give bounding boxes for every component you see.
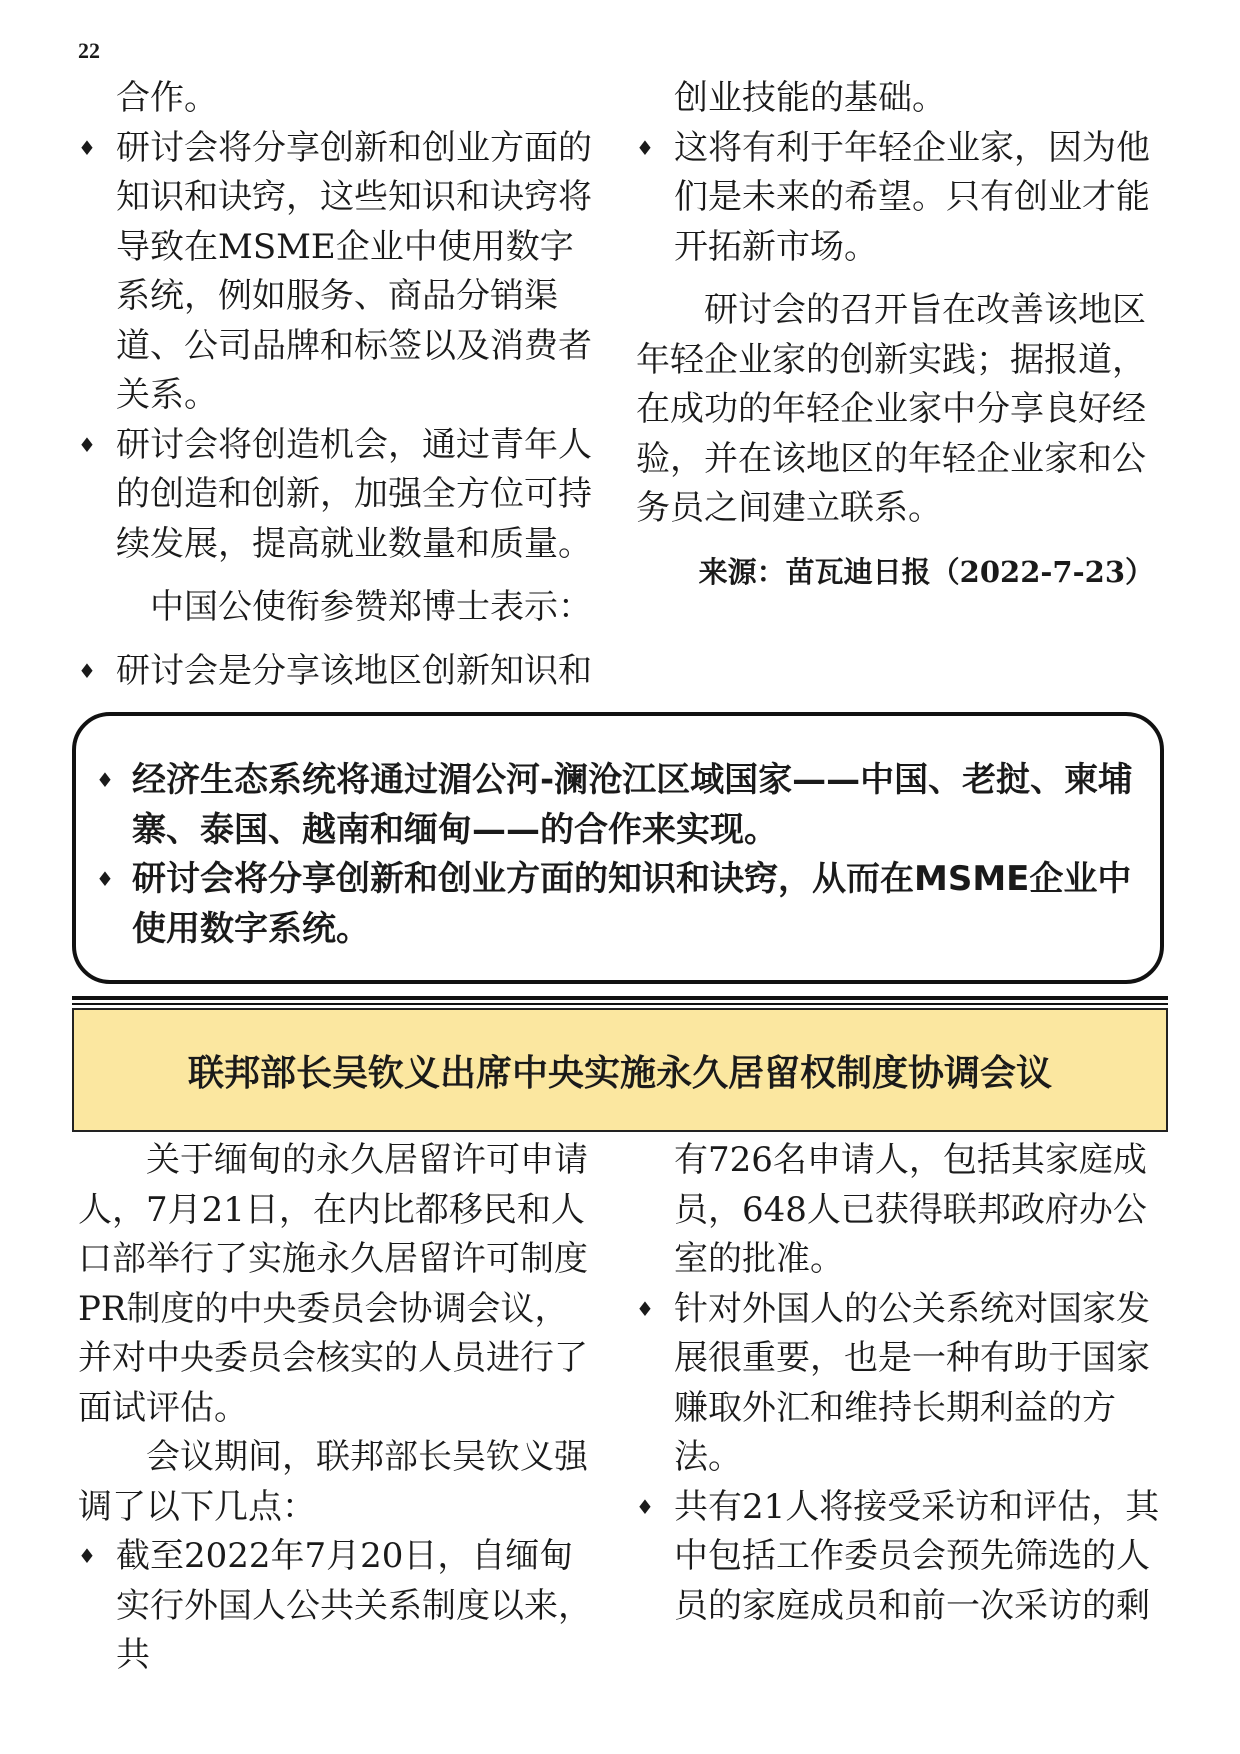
article-top-left-column <box>78 74 598 696</box>
diamond-bullet-icon: ♦ <box>636 1296 654 1321</box>
list-item-text: 共有21人将接受采访和评估，其中包括工作委员会预先筛选的人员的家庭成员和前一次采访的剩 <box>674 1486 1160 1626</box>
list-item <box>78 647 598 697</box>
headline-banner <box>72 1008 1168 1132</box>
paragraph: 研讨会的召开旨在改善该地区年轻企业家的创新实践；据报道，在成功的年轻企业家中分享良好经验，并在该地区的年轻企业家和公务员之间建立联系。 <box>636 290 1146 528</box>
list-item-text: 截至2022年7月20日，自缅甸实行外国人公共关系制度以来，共 <box>116 1536 592 1675</box>
list-item <box>78 1532 602 1681</box>
divider <box>72 1003 1168 1005</box>
list-item <box>78 421 598 570</box>
page-number: 22 <box>78 38 100 63</box>
source-citation: 来源：苗瓦迪日报（2022-7-23） <box>698 554 1154 589</box>
list-item-text: 研讨会是分享该地区创新知识和 <box>116 650 592 691</box>
divider <box>72 996 1168 1000</box>
paragraph-text: 中国公使衔参赞郑博士表示： <box>150 587 592 627</box>
list-item <box>96 855 1140 954</box>
paragraph: 关于缅甸的永久居留许可申请人，7月21日，在内比都移民和人口部举行了实施永久居留许可制度PR制度的中央委员会协调会议，并对中央委员会核实的人员进行了面试评估。 <box>78 1140 588 1428</box>
diamond-bullet-icon: ♦ <box>636 1494 654 1519</box>
diamond-bullet-icon: ♦ <box>78 135 96 160</box>
list-item <box>636 1285 1166 1483</box>
article-bottom-right-column <box>636 1136 1166 1631</box>
diamond-bullet-icon: ♦ <box>96 867 114 891</box>
list-item-text: 研讨会将分享创新和创业方面的知识和诀窍，这些知识和诀窍将导致在MSME企业中使用数字系统，例如服务、商品分销渠道、公司品牌和标签以及消费者关系。 <box>116 127 592 415</box>
diamond-bullet-icon: ♦ <box>78 432 96 457</box>
list-item <box>96 756 1140 855</box>
paragraph: 有726名申请人，包括其家庭成员，648人已获得联邦政府办公室的批准。 <box>674 1140 1147 1279</box>
paragraph: 创业技能的基础。 <box>674 78 946 118</box>
paragraph <box>78 583 598 633</box>
highlight-box <box>72 712 1164 984</box>
paragraph: 合作。 <box>116 78 218 118</box>
list-item <box>636 1483 1166 1632</box>
list-item-text: 研讨会将分享创新和创业方面的知识和诀窍，从而在MSME企业中使用数字系统。 <box>132 859 1132 949</box>
diamond-bullet-icon: ♦ <box>96 768 114 792</box>
diamond-bullet-icon: ♦ <box>78 658 96 683</box>
list-item <box>636 124 1166 273</box>
list-item <box>78 124 598 421</box>
diamond-bullet-icon: ♦ <box>636 135 654 160</box>
list-item-text: 针对外国人的公关系统对国家发展很重要，也是一种有助于国家赚取外汇和维持长期利益的方法。 <box>674 1288 1150 1477</box>
headline: 联邦部长吴钦义出席中央实施永久居留权制度协调会议 <box>187 1052 1052 1094</box>
paragraph: 会议期间，联邦部长吴钦义强调了以下几点： <box>78 1437 588 1527</box>
diamond-bullet-icon: ♦ <box>78 1544 96 1568</box>
list-item-text: 经济生态系统将通过湄公河-澜沧江区域国家——中国、老挝、柬埔寨、泰国、越南和缅甸——的合作来实现。 <box>132 760 1133 850</box>
list-item-text: 这将有利于年轻企业家，因为他们是未来的希望。只有创业才能开拓新市场。 <box>674 127 1150 267</box>
article-bottom-left-column <box>78 1136 602 1681</box>
list-item-text: 研讨会将创造机会，通过青年人的创造和创新，加强全方位可持续发展，提高就业数量和质量。 <box>116 424 592 564</box>
article-top-right-column <box>636 74 1166 597</box>
